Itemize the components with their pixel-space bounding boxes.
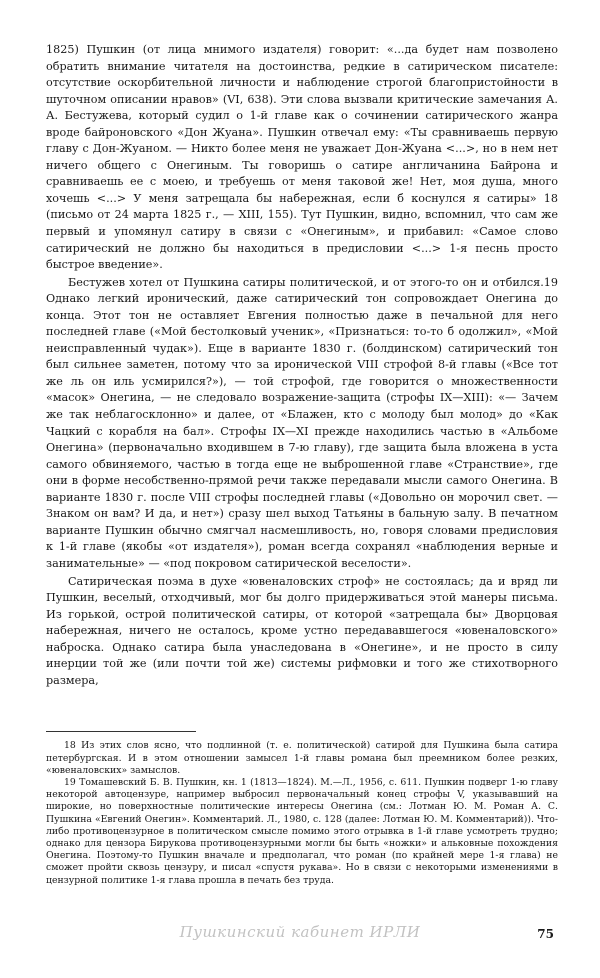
main-text [46, 42, 558, 689]
paragraph: Сатирическая поэма в духе «ювеналовских строф» не состоялась; да и вряд ли Пушкин, веселый, отходчивый, мог бы долго придерживаться этой манеры письма. Из горькой, острой политической сатиры, от которой «затрещала бы» Дворцовая набережная, ничего не осталось, кроме устно передававшегося «ювеналовского» наброска. Однако сатира была унаследована в «Онегине», и не просто в силу инерции той же (или почти той же) системы рифмовки и того же стихотворного размера, [46, 574, 558, 687]
footnote-19: 19 Томашевский Б. В. Пушкин, кн. 1 (1813—1824). М.—Л., 1956, с. 611. Пушкин подверг 1-ю главу некоторой автоцензуре, например выбросил первоначальный конец строфы V, указывавший на широкие, но поверхностные политические интересы Онегина (см.: Лотман Ю. М. Роман А. С. Пушкина «Евгений Онегин». Комментарий. Л., 1980, с. 128 (далее: Лотман Ю. М. Комментарий)). Что-либо противоцензурное в политическом смысле помимо этого отрывка в 1-й главе усмотреть трудно; однако для цензора Бирукова противоцензурными могли бы быть «ножки» и альковные похождения Онегина. Поэтому-то Пушкин вначале и предполагал, что роман (по крайней мере 1-я глава) не сможет пройти сквозь цензуру, и писал «спустя рукава». Но в связи с некоторыми изменениями в цензурной политике 1-я глава прошла в печать без труда. [46, 776, 558, 886]
watermark: Пушкинский кабинет ИРЛИ [179, 923, 421, 941]
page-content [46, 42, 558, 887]
footnote-18: 18 Из этих слов ясно, что подлинной (т. е. политической) сатирой для Пушкина была сатира петербургская. И в этом отношении замысел 1-й главы романа был преемником более резких, «ювеналовских» замыслов. [46, 740, 558, 776]
footnote-divider [46, 731, 196, 732]
paragraph: Бестужев хотел от Пушкина сатиры политической, и от этого-то он и отбился.19 Однако легкий иронический, даже сатирический тон сопровождает Онегина до конца. Этот тон не оставляет Евгения полностью даже в печальной для него последней главе («Мой бестолковый ученик», «Признаться: то-то б одолжил», «Мой неисправленный чудак»). Еще в варианте 1830 г. (болдинском) сатирический тон был сильнее заметен, потому что за иронической VIII строфой 8-й главы («Все тот же ль он иль усмирился?»), — той строфой, где говорится о множественности «масок» Онегина, — не следовало возражение-защита (строфы IX—XIII): «— Зачем же так неблагосклонно» и далее, от «Блажен, кто с молоду был молод» до «Как Чацкий с корабля на бал». Строфы IX—XI прежде находились частью в «Альбоме Онегина» (первоначально входившем в 7-ю главу), где защита была вложена в уста самого обвиняемого, частью в тогда еще не выброшенной главе «Странствие», где они в форме несобственно-прямой речи также передавали мысли самого Онегина. В варианте 1830 г. после VIII строфы последней главы («Довольно он морочил свет. — Знаком он вам? И да, и нет») сразу шел выход Татьяны в бальную залу. В печатном варианте Пушкин обычно смягчал насмешливость, но, говоря словами предисловия к 1-й главе (якобы «от издателя»), роман всегда сохранял «наблюдения верные и занимательные» — «под покровом сатирической веселости». [46, 275, 558, 570]
page-number: 75 [537, 927, 554, 941]
footnotes [46, 740, 558, 886]
paragraph-continued: 1825) Пушкин (от лица мнимого издателя) говорит: «...да будет нам позволено обратить внимание читателя на достоинства, редкие в сатирическом писателе: отсутствие оскорбительной личности и наблюдение строгой благопристойности в шуточном описании нравов» (VI, 638). Эти слова вызвали критические замечания А. А. Бестужева, который судил о 1-й главе как о сочинении сатирического жанра вроде байроновского «Дон Жуана». Пушкин отвечал ему: «Ты сравниваешь первую главу с Дон-Жуаном. — Никто более меня не уважает Дон-Жуана <...>, но в нем нет ничего общего с Онегиным. Ты говоришь о сатире англичанина Байрона и сравниваешь ее с моею, и требуешь от меня таковой же! Нет, моя душа, много хочешь <...> У меня затрещала бы набережная, если б коснулся я сатиры» 18 (письмо от 24 марта 1825 г., — XIII, 155). Тут Пушкин, видно, вспомнил, что сам же первый и упомянул сатиру в связи с «Онегиным», и прибавил: «Самое слово сатирический не должно бы находиться в предисловии <...> 1-я песнь просто быстрое введение». [46, 43, 558, 272]
